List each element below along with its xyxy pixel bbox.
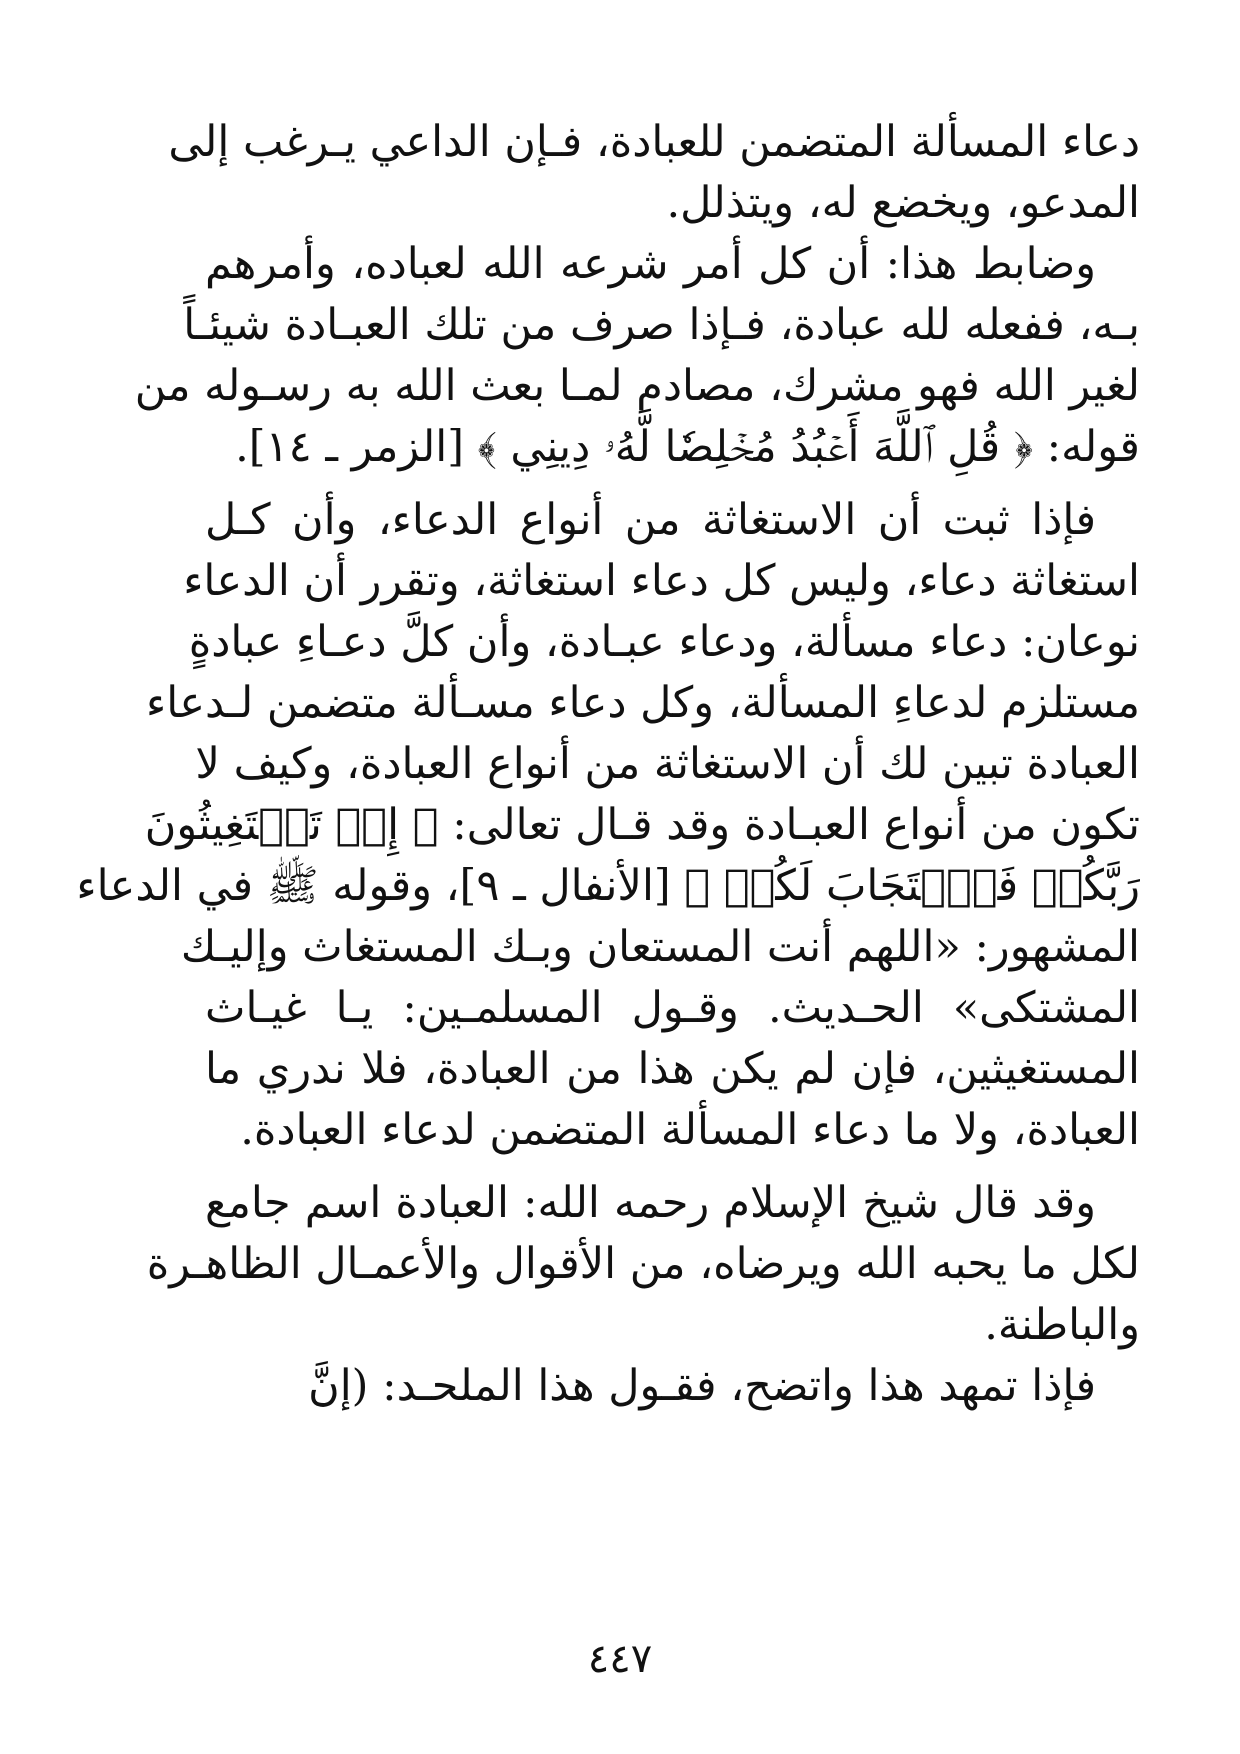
page-body bbox=[76, 112, 1140, 1692]
text-line: المشهور: «اللهم أنت المستعان وبـك المستغاث وإليـك bbox=[180, 922, 1140, 972]
paragraph-gap bbox=[205, 1161, 1140, 1173]
paragraph-gap bbox=[205, 478, 1140, 490]
text-line: لكل ما يحبه الله ويرضاه، من الأقوال والأعمـال الظاهـرة bbox=[146, 1239, 1140, 1289]
text-line: فإذا تمهد هذا واتضح، فقـول هذا الملحـد: (إنَّ bbox=[308, 1361, 1096, 1411]
text-line: فإذا ثبت أن الاستغاثة من أنواع الدعاء، وأن كـل bbox=[205, 495, 1096, 545]
text-line: وضابط هذا: أن كل أمر شرعه الله لعباده، وأمرهم bbox=[205, 239, 1096, 289]
text-line: نوعان: دعاء مسألة، ودعاء عبـادة، وأن كلَّ دعـاءِ عبادةٍ bbox=[188, 617, 1140, 667]
text-line: العبادة، ولا ما دعاء المسألة المتضمن لدعاء العبادة. bbox=[240, 1105, 1140, 1155]
text-line: المستغيثين، فإن لم يكن هذا من العبادة، فلا ندري ما bbox=[205, 1044, 1140, 1094]
text-line: دعاء المسألة المتضمن للعبادة، فـإن الداعي يـرغب إلى bbox=[168, 117, 1140, 167]
text-line: لغير الله فهو مشرك، مصادم لمـا بعث الله به رسـوله من bbox=[134, 361, 1140, 411]
text-line: بـه، ففعله لله عبادة، فـإذا صرف من تلك العبـادة شيئـاً bbox=[183, 300, 1140, 350]
text-line: المدعو، ويخضع له، ويتذلل. bbox=[666, 178, 1140, 228]
text-line: مستلزم لدعاءِ المسألة، وكل دعاء مسـألة متضمن لـدعاء bbox=[146, 678, 1140, 728]
text-line: قوله: ﴿ قُلِ ٱللَّهَ أَعۡبُدُ مُخۡلِصٗا لَّهُۥ دِينِي ﴾ [الزمر ـ ١٤]. bbox=[235, 422, 1140, 472]
text-line: المشتكى» الحـديث. وقـول المسلمـين: يـا غيـاث bbox=[205, 983, 1140, 1033]
text-line: استغاثة دعاء، وليس كل دعاء استغاثة، وتقرر أن الدعاء bbox=[183, 556, 1140, 606]
page-number: ٤٤٧ bbox=[587, 1636, 653, 1682]
text-line: تكون من أنواع العبـادة وقد قـال تعالى: ﴿ إِذۡ تَسۡتَغِيثُونَ bbox=[144, 800, 1140, 850]
text-line: والباطنة. bbox=[984, 1300, 1140, 1350]
text-line: العبادة تبين لك أن الاستغاثة من أنواع العبادة، وكيف لا bbox=[195, 739, 1140, 789]
text-line: رَبَّكُمۡ فَٱسۡتَجَابَ لَكُمۡ ﴾ [الأنفال ـ ٩]، وقوله ﷺ في الدعاء bbox=[76, 861, 1140, 911]
text-line: وقد قال شيخ الإسلام رحمه الله: العبادة اسم جامع bbox=[205, 1178, 1096, 1228]
